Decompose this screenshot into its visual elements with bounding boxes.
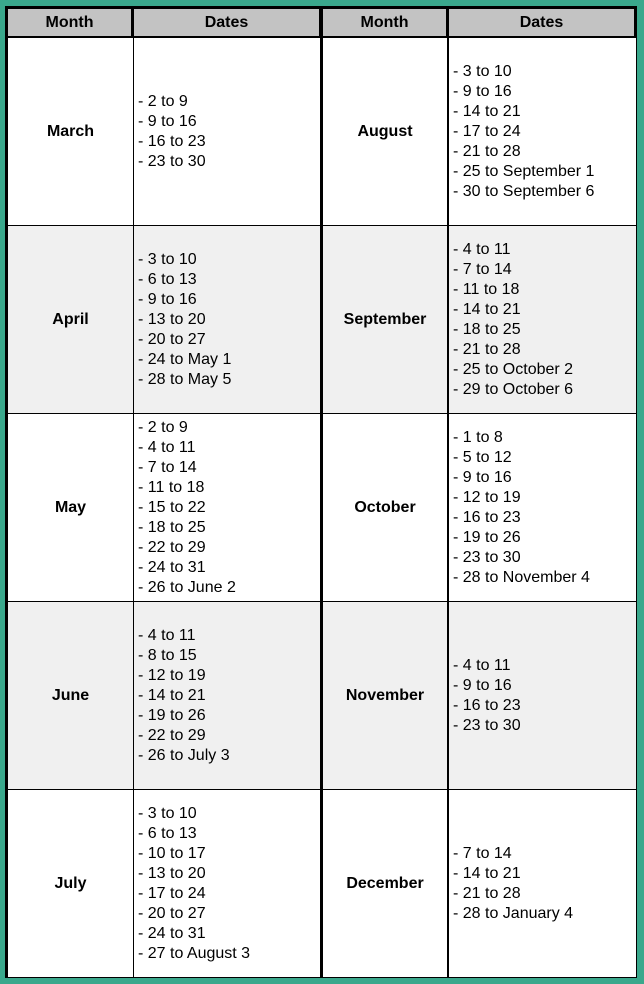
date-range-item: - 1 to 8: [453, 428, 503, 446]
date-range-item: - 28 to January 4: [453, 904, 574, 922]
date-range-item: - 22 to 29: [138, 538, 206, 556]
dates-cell: [449, 790, 636, 977]
date-range-item: - 3 to 10: [453, 62, 512, 80]
date-range-item: - 24 to 31: [138, 924, 206, 942]
date-range-item: - 14 to 21: [453, 864, 521, 882]
date-range-item: - 14 to 21: [453, 300, 521, 318]
right-month-header: Month: [323, 9, 446, 36]
date-range-item: - 8 to 15: [138, 646, 197, 664]
dates-cell: [134, 790, 320, 977]
month-cell: December: [323, 790, 447, 977]
date-range-item: - 9 to 16: [453, 468, 512, 486]
schedule-table: [5, 6, 637, 978]
date-range-item: - 21 to 28: [453, 340, 521, 358]
dates-cell: [134, 38, 320, 225]
right-dates-header: Dates: [449, 9, 634, 36]
date-range-item: - 14 to 21: [453, 102, 521, 120]
date-range-item: - 6 to 13: [138, 824, 197, 842]
date-range-item: - 7 to 14: [453, 844, 512, 862]
date-range-item: - 2 to 9: [138, 418, 188, 436]
month-cell: May: [8, 414, 133, 601]
date-range-item: - 13 to 20: [138, 864, 206, 882]
date-range-item: - 14 to 21: [138, 686, 206, 704]
date-range-item: - 12 to 19: [453, 488, 521, 506]
date-range-item: - 22 to 29: [138, 726, 206, 744]
date-range-item: - 9 to 16: [453, 676, 512, 694]
dates-cell: [449, 414, 636, 601]
date-range-item: - 13 to 20: [138, 310, 206, 328]
date-range-item: - 26 to June 2: [138, 578, 236, 596]
date-range-item: - 11 to 18: [138, 478, 205, 496]
date-range-item: - 26 to July 3: [138, 746, 230, 764]
date-range-item: - 21 to 28: [453, 884, 521, 902]
date-range-item: - 15 to 22: [138, 498, 206, 516]
date-range-item: - 23 to 30: [453, 548, 521, 566]
date-range-item: - 7 to 14: [138, 458, 197, 476]
date-range-item: - 19 to 26: [138, 706, 206, 724]
date-range-item: - 9 to 16: [138, 290, 197, 308]
month-cell: July: [8, 790, 133, 977]
date-range-item: - 28 to May 5: [138, 370, 232, 388]
month-cell: April: [8, 226, 133, 413]
date-range-item: - 4 to 11: [453, 656, 511, 674]
date-range-item: - 6 to 13: [138, 270, 197, 288]
date-range-item: - 2 to 9: [138, 92, 188, 110]
dates-cell: [449, 226, 636, 413]
date-range-item: - 23 to 30: [453, 716, 521, 734]
date-range-item: - 17 to 24: [453, 122, 521, 140]
dates-cell: [134, 602, 320, 789]
date-range-item: - 9 to 16: [453, 82, 512, 100]
date-range-item: - 23 to 30: [138, 152, 206, 170]
date-range-item: - 16 to 23: [453, 508, 521, 526]
date-range-item: - 9 to 16: [138, 112, 197, 130]
date-range-item: - 4 to 11: [453, 240, 511, 258]
left-month-header: Month: [8, 9, 131, 36]
date-range-item: - 12 to 19: [138, 666, 206, 684]
date-range-item: - 18 to 25: [453, 320, 521, 338]
date-range-item: - 5 to 12: [453, 448, 512, 466]
left-dates-header: Dates: [134, 9, 319, 36]
date-range-item: - 27 to August 3: [138, 944, 251, 962]
date-range-item: - 10 to 17: [138, 844, 206, 862]
date-range-item: - 16 to 23: [138, 132, 206, 150]
date-range-item: - 17 to 24: [138, 884, 206, 902]
date-range-item: - 16 to 23: [453, 696, 521, 714]
date-range-item: - 20 to 27: [138, 330, 206, 348]
date-range-item: - 11 to 18: [453, 280, 520, 298]
date-range-item: - 30 to September 6: [453, 182, 595, 200]
date-range-item: - 3 to 10: [138, 250, 197, 268]
month-cell: November: [323, 602, 447, 789]
month-cell: September: [323, 226, 447, 413]
date-range-item: - 7 to 14: [453, 260, 512, 278]
date-range-item: - 24 to 31: [138, 558, 206, 576]
date-range-item: - 24 to May 1: [138, 350, 232, 368]
date-range-item: - 19 to 26: [453, 528, 521, 546]
date-range-item: - 20 to 27: [138, 904, 206, 922]
date-range-item: - 29 to October 6: [453, 380, 574, 398]
date-range-item: - 4 to 11: [138, 438, 196, 456]
dates-cell: [449, 38, 636, 225]
month-cell: October: [323, 414, 447, 601]
date-range-item: - 3 to 10: [138, 804, 197, 822]
date-range-item: - 21 to 28: [453, 142, 521, 160]
date-range-item: - 25 to October 2: [453, 360, 574, 378]
month-cell: August: [323, 38, 447, 225]
month-cell: March: [8, 38, 133, 225]
month-cell: June: [8, 602, 133, 789]
dates-cell: [134, 226, 320, 413]
dates-cell: [449, 602, 636, 789]
date-range-item: - 18 to 25: [138, 518, 206, 536]
dates-cell: [134, 414, 320, 601]
date-range-item: - 25 to September 1: [453, 162, 595, 180]
date-range-item: - 4 to 11: [138, 626, 196, 644]
date-range-item: - 28 to November 4: [453, 568, 590, 586]
